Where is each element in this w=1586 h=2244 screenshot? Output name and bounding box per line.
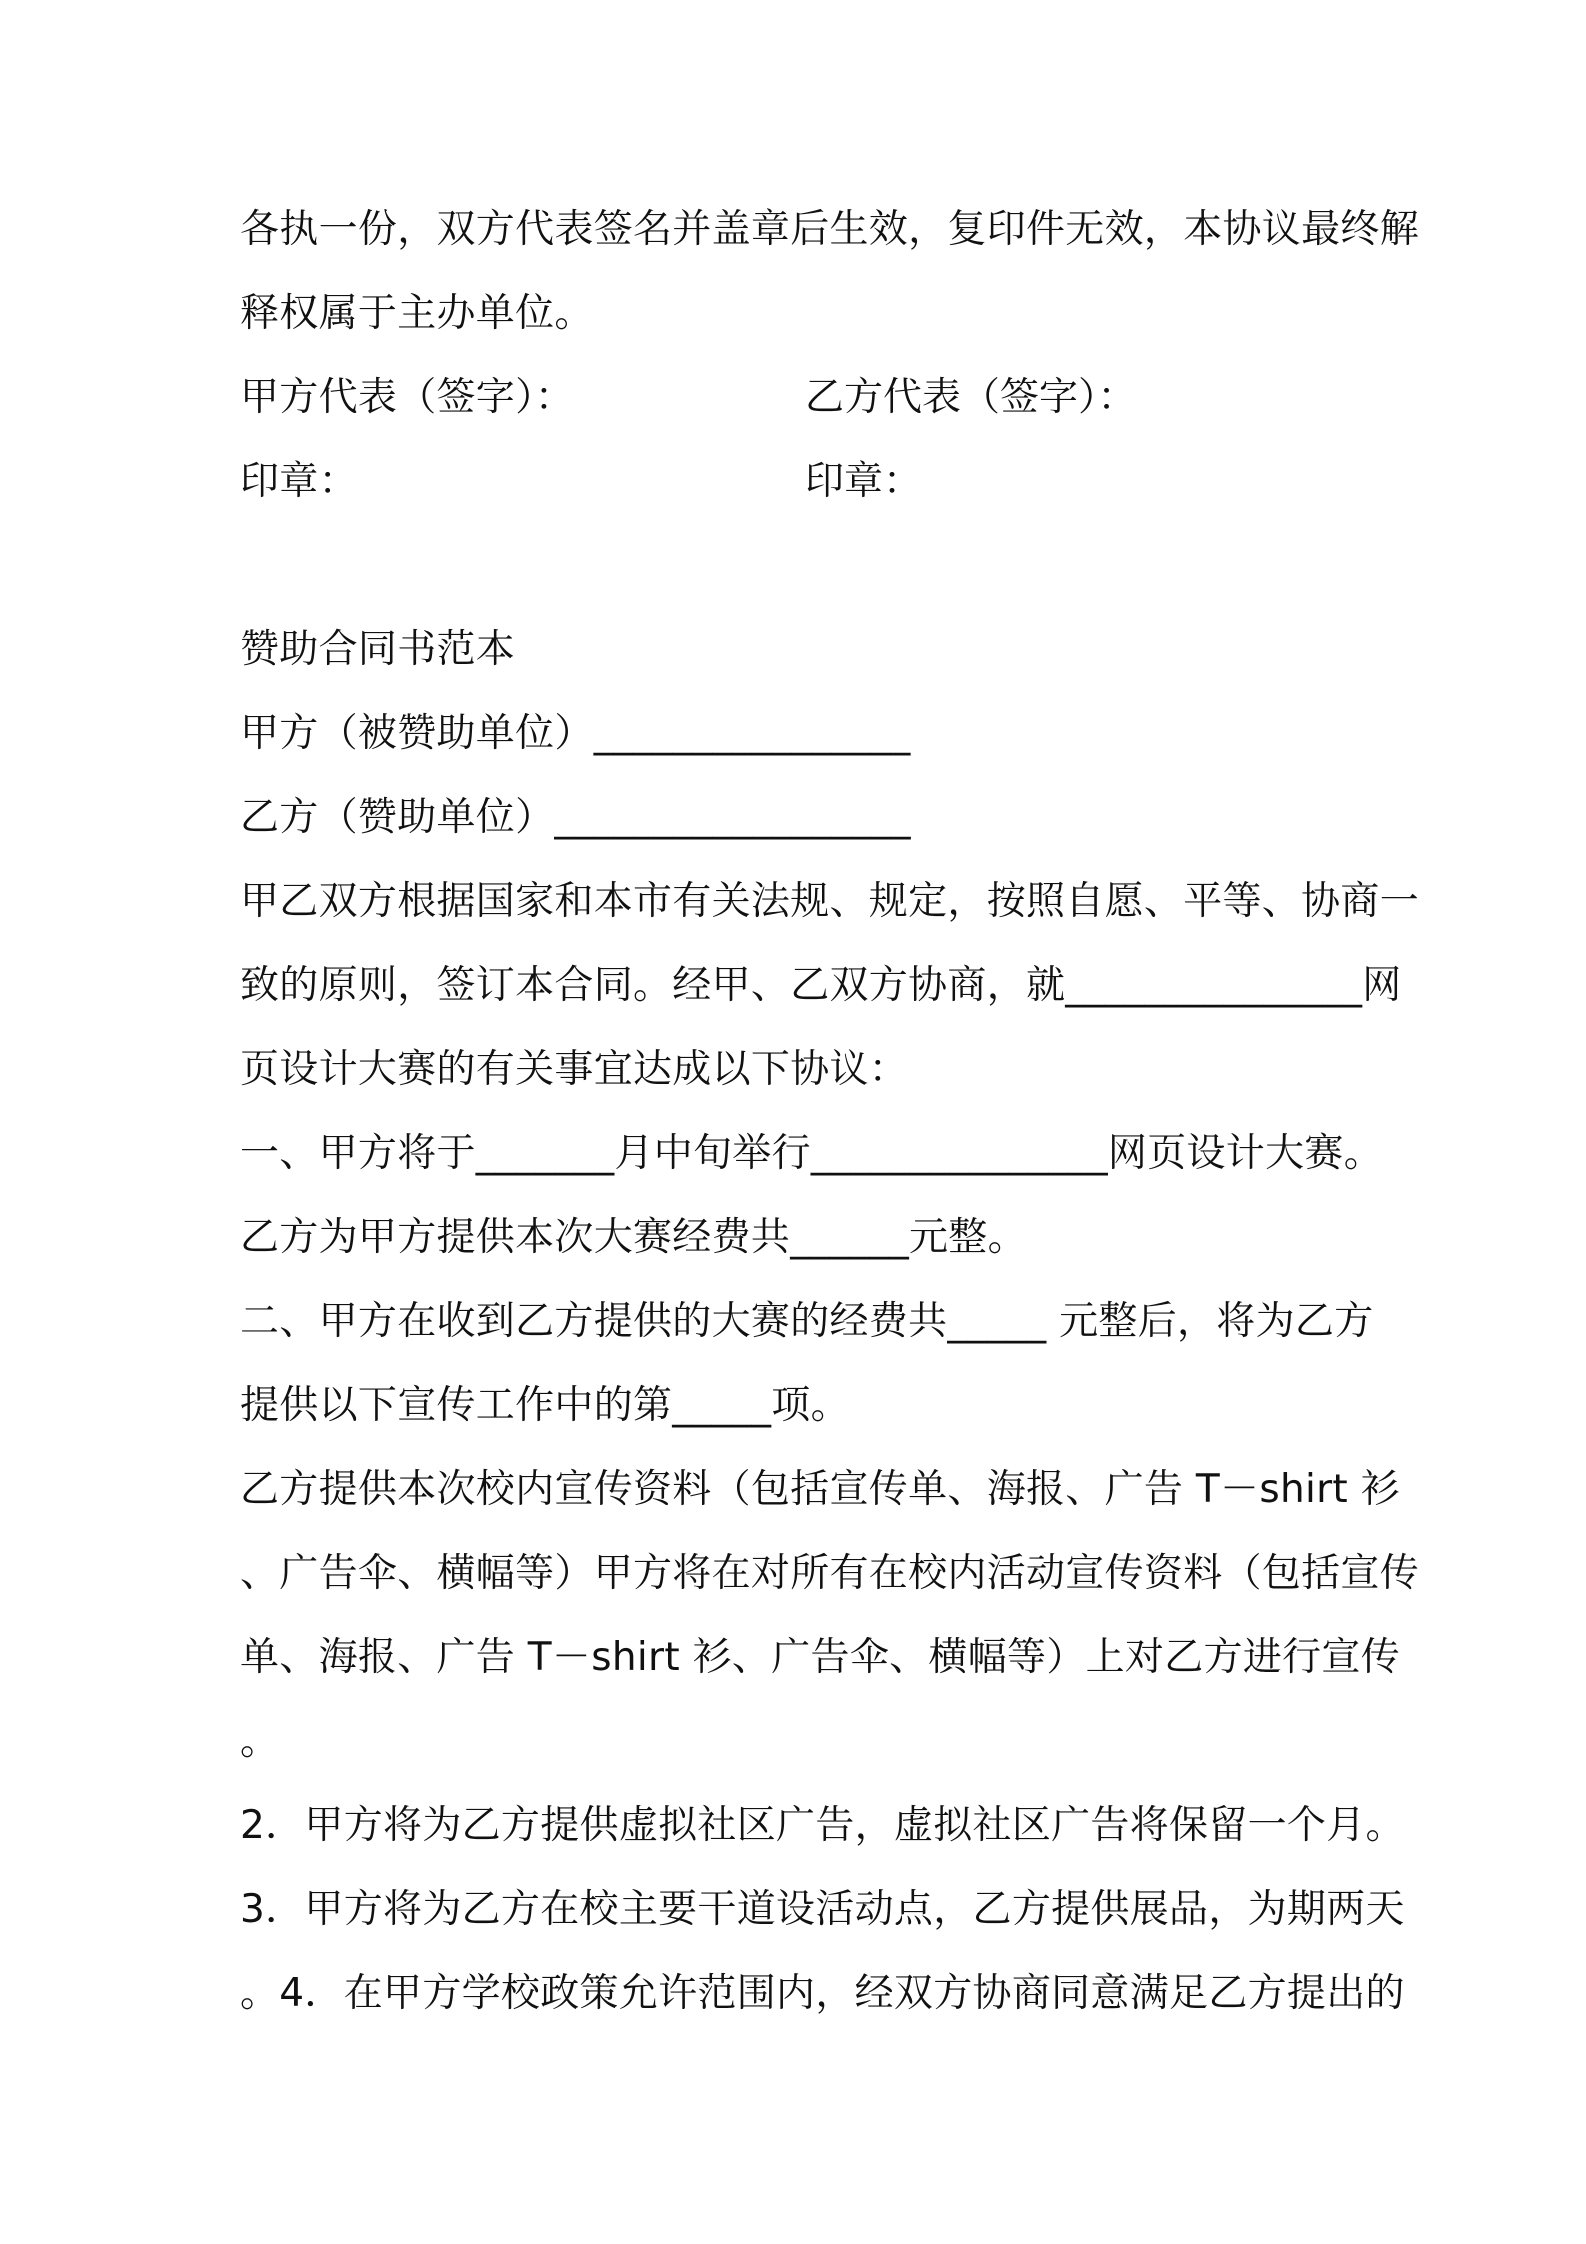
text-line: 页设计大赛的有关事宜达成以下协议：: [240, 1047, 909, 1092]
signature-party-a-rep: 甲方代表（签字）：: [240, 375, 575, 420]
text-line: 、广告伞、横幅等）甲方将在对所有在校内活动宣传资料（包括宣传: [240, 1551, 1420, 1596]
text-line: 甲乙双方根据国家和本市有关法规、规定，按照自愿、平等、协商一: [240, 879, 1420, 924]
text-line: 2．甲方将为乙方提供虚拟社区广告，虚拟社区广告将保留一个月。: [240, 1803, 1405, 1848]
text-line: 乙方为甲方提供本次大赛经费共______元整。: [240, 1215, 1027, 1260]
text-line: 二、甲方在收到乙方提供的大赛的经费共_____ 元整后，将为乙方: [240, 1299, 1374, 1344]
seal-party-a: 印章：: [240, 459, 358, 504]
seal-party-b: 印章：: [805, 459, 923, 504]
text-line: 单、海报、广告 T－shirt 衫、广告伞、横幅等）上对乙方进行宣传: [240, 1635, 1401, 1680]
document-title: 赞助合同书范本: [240, 627, 516, 672]
text-line: 甲方（被赞助单位）________________: [240, 711, 911, 756]
text-line: 3．甲方将为乙方在校主要干道设活动点，乙方提供展品，为期两天: [240, 1887, 1405, 1932]
signature-party-b-rep: 乙方代表（签字）：: [805, 375, 1137, 420]
text-line: 乙方（赞助单位）__________________: [240, 795, 911, 840]
text-line: 致的原则，签订本合同。经甲、乙双方协商，就_______________网: [240, 963, 1402, 1008]
text-line: 各执一份，双方代表签名并盖章后生效，复印件无效，本协议最终解: [240, 207, 1420, 252]
text-line: 。4．在甲方学校政策允许范围内，经双方协商同意满足乙方提出的: [240, 1971, 1405, 2016]
text-line: 。: [240, 1719, 280, 1764]
text-line: 一、甲方将于_______月中旬举行_______________网页设计大赛。: [240, 1131, 1384, 1176]
text-line: 乙方提供本次校内宣传资料（包括宣传单、海报、广告 T－shirt 衫: [240, 1467, 1401, 1512]
text-line: 释权属于主办单位。: [240, 291, 594, 336]
text-line: 提供以下宣传工作中的第_____项。: [240, 1383, 850, 1428]
